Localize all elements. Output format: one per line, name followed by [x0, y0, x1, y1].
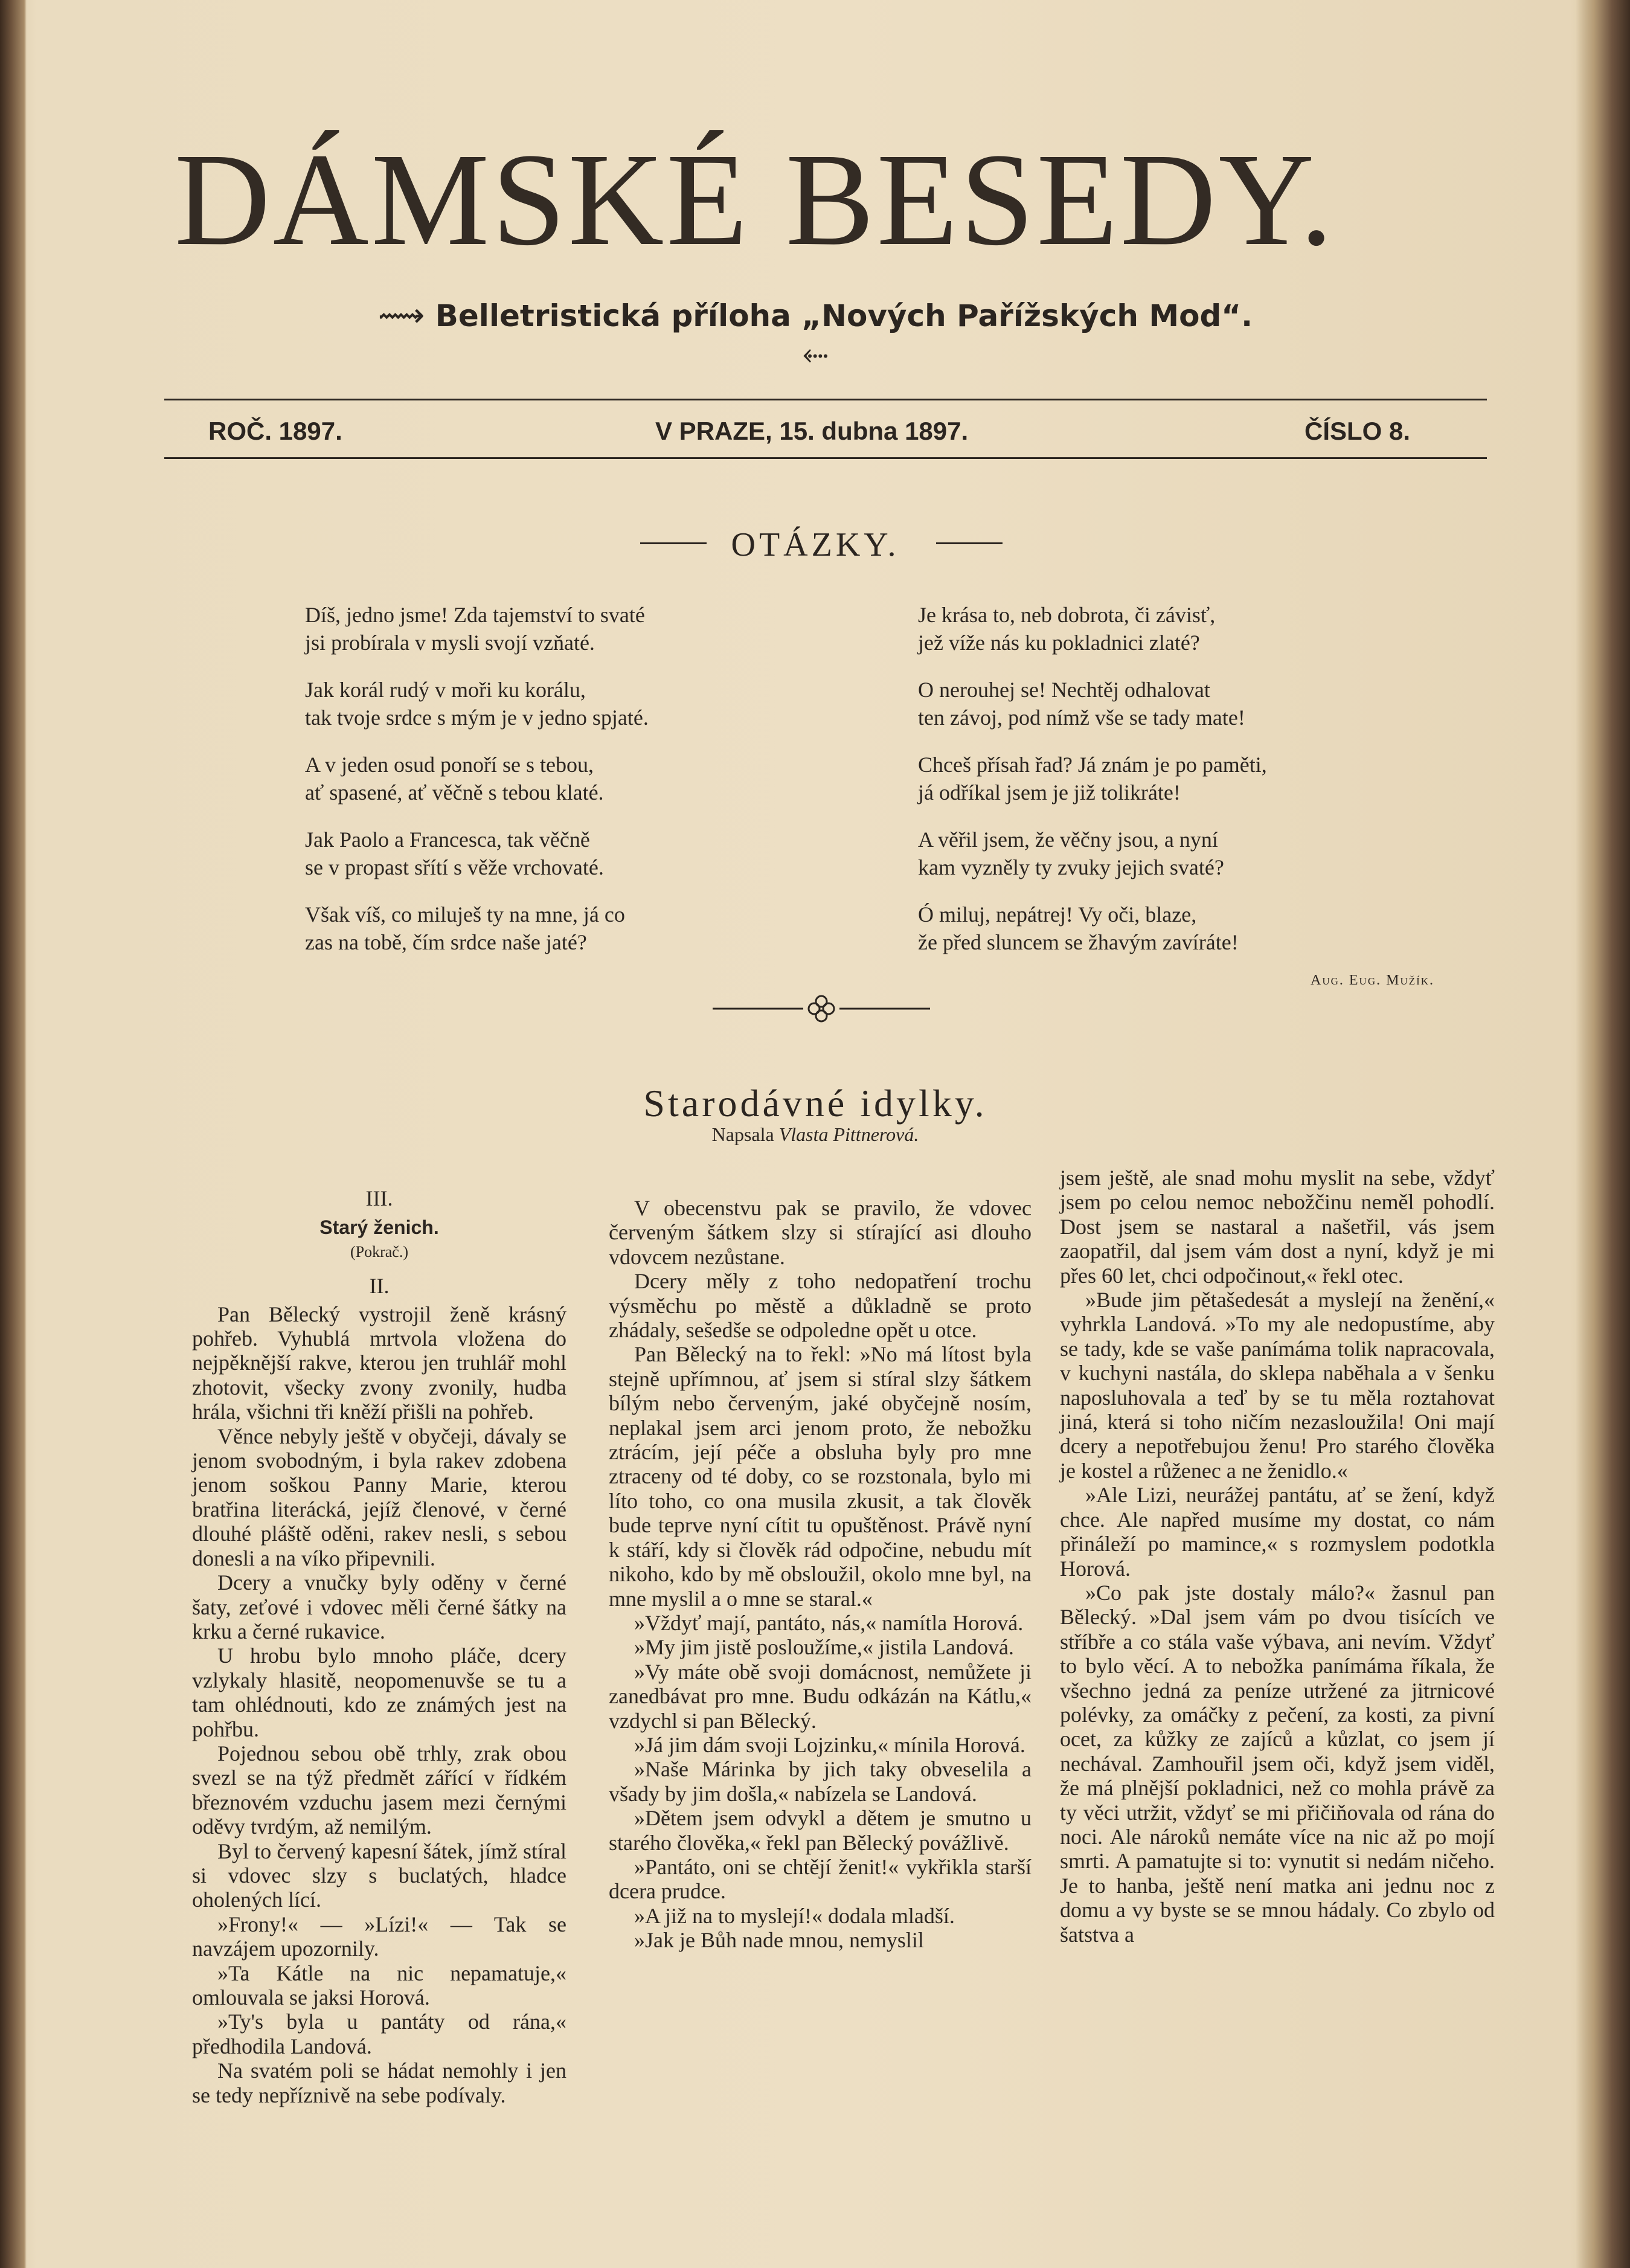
paragraph: jsem ještě, ale snad mohu myslit na sebe, vždyť jsem po celou nemoc nebožčinu neměl pohodlí. Dost jsem se nastaral a našetřil, vás jsem zaopatřil, dal jsem vám dost a nyní, když je mi přes 60 let, chci odpočinout,« řekl otec.	[1060, 1166, 1495, 1288]
paragraph: »Já jim dám svoji Lojzinku,« mínila Horová.	[634, 1732, 1025, 1757]
binding-right-edge	[1576, 0, 1630, 2268]
poem-signature: Aug. Eug. Mužík.	[1311, 972, 1435, 988]
paragraph: »Ta Kátle na nic nepamatuje,« omlouvala se jaksi Horová.	[192, 1961, 566, 2009]
stanza: Však víš, co miluješ ty na mne, já co zas na tobě, čím srdce naše jaté?	[305, 902, 625, 954]
header-rule-top	[164, 399, 1487, 400]
paragraph: »Dětem jsem odvykl a dětem je smutno u starého člověka,« řekl pan Bělecký povážlivě.	[609, 1806, 1032, 1855]
story-author: Vlasta Pittnerová.	[778, 1123, 919, 1145]
paragraph: »Ale Lizi, neurážej pantátu, ať se žení, když chce. Ale napřed musíme my dostat, co nám přináleží po mamince,« s rozmyslem podotkla Horová.	[1060, 1483, 1495, 1581]
story-title: Starodávné idylky.	[643, 1082, 987, 1125]
issue-number: ČÍSLO 8.	[1304, 417, 1411, 445]
paragraph: Na svatém poli se hádat nemohly i jen se tedy nepříznivě na sebe podívaly.	[192, 2058, 566, 2107]
subtitle-text: Belletristická příloha „Nových Pařížských Mod“.	[435, 298, 1253, 333]
stanza: A v jeden osud ponoří se s tebou, ať spasené, ať věčně s tebou klaté.	[305, 753, 604, 805]
paragraph: Dcery měly z toho nedopatření trochu výsměchu po městě a důkladně se proto zhádaly, sešedše se odpoledne opět u otce.	[609, 1269, 1032, 1343]
paragraph: »Vy máte obě svoji domácnost, nemůžete ji zanedbávat pro mne. Budu odkázán na Kátlu,« vzdychl si pan Bělecký.	[609, 1659, 1032, 1733]
paragraph: »Pantáto, oni se chtějí ženit!« vykřikla starší dcera prudce.	[609, 1854, 1032, 1904]
stanza: A věřil jsem, že věčny jsou, a nyní kam vyzněly ty zvuky jejich svaté?	[918, 827, 1224, 879]
flourish-left-icon: ⟿	[377, 296, 425, 334]
story-byline: Napsala Vlasta Pittnerová.	[711, 1123, 919, 1145]
header-rule-bottom	[164, 457, 1487, 459]
issue-year: ROČ. 1897.	[208, 417, 342, 445]
story-column-3	[1060, 1166, 1495, 1947]
stanza: Jak Paolo a Francesca, tak věčně se v propast sřítí s věže vrchovaté.	[305, 827, 604, 879]
poem-title: OTÁZKY.	[731, 526, 900, 564]
paragraph: »Bude jim pětašedesát a myslejí na ženění,« vyhrkla Landová. »To my ale nedopustíme, aby se tady, kde se vaše panímáma tolik napracovala, v kuchyni nastála, do sklepa naběhala a v šenku naposluhovala a teď by se tu měla roztahovat jiná, která si toho ničím nezasloužila! Oni mají dcery a nepotřebujou ženu! Pro starého člověka je kostel a růženec a ne ženidlo.«	[1060, 1288, 1495, 1483]
flourish-right-icon: ⬸	[802, 334, 829, 372]
paragraph: Byl to červený kapesní šátek, jímž stíral si vdovec slzy s buclatých, hladce oholených lící.	[192, 1839, 566, 1912]
paragraph: »Naše Márinka by jich taky obveselila a všady by jim došla,« nabízela se Landová.	[609, 1757, 1032, 1806]
paragraph: V obecenstvu pak se pravilo, že vdovec červeným šátkem slzy si stírající asi dlouho vdovcem nezůstane.	[609, 1196, 1032, 1269]
paragraph: »Frony!« — »Lízi!« — Tak se navzájem upozornily.	[192, 1912, 566, 1961]
paragraph: Věnce nebyly ještě v obyčeji, dávaly se jenom svobodným, i byla rakev zdobena jenom soškou Panny Marie, kterou bratřina literácká, jejíž členové, v černé dlouhé pláště oděni, rakev nesli, s sebou donesli a na víko připevnili.	[192, 1424, 566, 1570]
paragraph: »Ty's byla u pantáty od rána,« předhodila Landová.	[192, 2009, 566, 2058]
paragraph: »Jak je Bůh nade mnou, nemyslil	[634, 1928, 924, 1953]
paragraph: »Co pak jste dostaly málo?« žasnul pan Bělecký. »Dal jsem vám po dvou tisících ve stříbře a co stála vaše výbava, ani nevím. Vždyť to bylo věcí. A to nebožka panímáma říkala, že všechno jedná za peníze utržené za jitrnicové polévky, za omáčky z pečení, za kosti, za pivní ocet, za kůžky ze zajíců a kůzlat, co jsem jí nechával. Zamhouřil jsem oči, když jsem viděl, že má plnější pokladnici, než co mohla právě za ty věci utržit, vždyť se mi přičiňovala od rána do noci. Ale nároků nemáte více na nic až po mojí smrti. A pamatujte si to: vynutit si nedám ničeho. Je to hanba, ještě není matka ani jednu noc z domu a vy byste se se mnou hádaly. Co zbylo od šatstva a	[1060, 1580, 1495, 1947]
issue-place-date: V PRAZE, 15. dubna 1897.	[655, 417, 969, 445]
stanza: Chceš přísah řad? Já znám je po paměti, já odříkal jsem je již tolikráte!	[918, 753, 1267, 805]
story-column-1	[192, 1160, 566, 2107]
poem-right-stanzas	[918, 601, 1267, 956]
chapter-continued: (Pokrač.)	[350, 1242, 408, 1261]
ornament-divider-icon	[713, 991, 930, 1027]
masthead-title: DÁMSKÉ BESEDY.	[174, 126, 1336, 273]
stanza: Ó miluj, nepátrej! Vy oči, blaze, že před sluncem se žhavým zavíráte!	[918, 902, 1239, 954]
poem-left-stanzas	[305, 601, 649, 956]
section-number: II.	[369, 1274, 390, 1299]
poem-title-rule-right	[936, 542, 1003, 544]
paragraph: »Vždyť mají, pantáto, nás,« namítla Horová.	[634, 1610, 1024, 1635]
paragraph: U hrobu bylo mnoho pláče, dcery vzlykaly hlasitě, neopomenuvše se tu a tam ohlédnouti, kdo ze známých jest na pohřbu.	[192, 1643, 566, 1741]
masthead-subtitle	[362, 296, 1268, 373]
story-column-2	[609, 1196, 1032, 1953]
paragraph: Pan Bělecký vystrojil ženě krásný pohřeb. Vyhublá mrtvola vložena do nejpěknější rakve, kterou jen truhlář mohl zhotovit, všecky zvony zvonily, hudba hrála, všichni tři kněží přišli na pohřeb.	[192, 1302, 566, 1424]
chapter-number: III.	[365, 1186, 393, 1210]
paragraph: Pan Bělecký na to řekl: »No má lítost byla stejně upřímnou, ať jsem si stíral slzy šátkem bílým nebo červeným, jaké obyčejně nosím, neplakal jsem arci jenom proto, že nebožku ztrácím, její péče a obsluha byly pro mne ztraceny od té doby, co se rozstonala, bylo mi líto toho, co ona musila zkusit, a tak člověk bude teprve nyní cítit tu opuštěnost. Právě nyní k stáří, kdy si člověk rád odpočine, nebudu mít nikoho, kdo by mě obsloužil, okolo mne byl, na mne myslil a o mne se staral.«	[609, 1342, 1032, 1611]
paragraph: Pojednou sebou obě trhly, zrak obou svezl se na týž předmět zářící v řídkém březnovém vzduchu jasem mezi černými oděvy tvrdým, až nemilým.	[192, 1741, 566, 1839]
stanza: Je krása to, neb dobrota, či závisť, jež víže nás ku pokladnici zlaté?	[918, 603, 1216, 655]
chapter-title: Starý ženich.	[319, 1216, 439, 1239]
stanza: O nerouhej se! Nechtěj odhalovat ten závoj, pod nímž vše se tady mate!	[918, 678, 1245, 730]
paragraph: »A již na to myslejí!« dodala mladší.	[634, 1903, 955, 1928]
paragraph: Dcery a vnučky byly oděny v černé šaty, zeťové i vdovec měli černé šátky na krku a černé rukavice.	[192, 1570, 566, 1643]
stanza: Díš, jedno jsme! Zda tajemství to svaté jsi probírala v mysli svojí vzňaté.	[305, 603, 645, 655]
binding-left-edge	[0, 0, 27, 2268]
stanza: Jak korál rudý v moři ku korálu, tak tvoje srdce s mým je v jedno spjaté.	[305, 678, 649, 730]
paragraph: »My jim jistě posloužíme,« jistila Landová.	[634, 1635, 1014, 1660]
